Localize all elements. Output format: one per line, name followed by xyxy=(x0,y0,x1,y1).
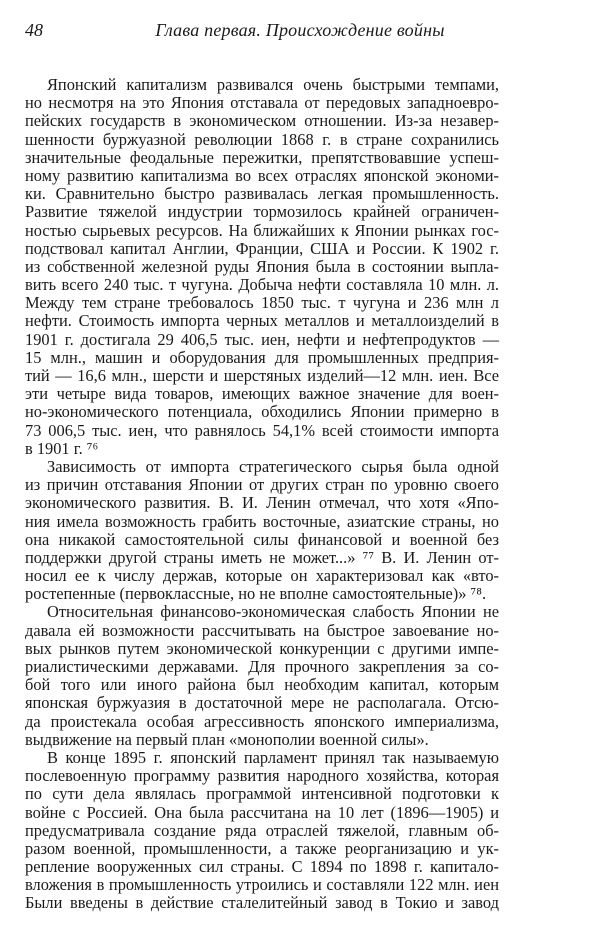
text-line: риалистическими державами. Для прочного закрепления за со- xyxy=(25,657,499,676)
paragraph xyxy=(25,603,499,749)
text-line: вить всего 240 тыс. т чугуна. Добыча нефти составляла 10 млн. л. xyxy=(25,275,499,295)
text-line: пейских государств в экономическом отношении. Из-за незавер- xyxy=(25,111,499,131)
text-line: Развитие тяжелой индустрии тормозилось крайней ограничен- xyxy=(25,202,499,222)
text-line: В конце 1895 г. японский парламент принял так называемую xyxy=(47,747,499,767)
text-line: 1901 г. достигала 29 406,5 тыс. иен, нефти и нефтепродуктов — xyxy=(25,329,499,349)
text-line: вложения в промышленность утроились и составляли 122 млн. иен xyxy=(25,875,499,895)
text-line: репление вооруженных сил страны. С 1894 по 1898 г. капитало- xyxy=(25,857,499,877)
text-line: эти четыре вида товаров, имеющих важное значение для воен- xyxy=(25,384,499,404)
text-line: разом военной, промышленности, а также реорганизацию и ук- xyxy=(25,838,499,858)
paragraph xyxy=(25,458,499,604)
paragraph xyxy=(25,76,499,458)
text-line: вых рынков путем экономической конкуренции с другими импе- xyxy=(25,638,499,658)
text-line: Зависимость от импорта стратегического сырья была одной xyxy=(47,456,499,476)
text-line: ному развитию капитализма во всех отраслях японской экономи- xyxy=(25,165,499,185)
text-line: выдвижение на первый план «монополии военной силы». xyxy=(25,729,429,749)
text-line: поддержки другой страны иметь не может...» ⁷⁷ В. И. Ленин от- xyxy=(25,547,499,567)
text-line: Были введены в действие сталелитейный завод в Токио и завод xyxy=(25,893,499,913)
text-line: тий — 16,6 млн., шерсти и шерстяных изделий—12 млн. иен. Все xyxy=(25,366,499,385)
text-line: 73 006,5 тыс. иен, что равнялось 54,1% всей стоимости импорта xyxy=(25,420,499,440)
text-line: из причин отставания Японии от других стран по уровню своего xyxy=(25,475,499,495)
text-line: но несмотря на это Япония отставала от передовых западноевро- xyxy=(25,93,499,113)
text-line: 15 млн., машин и оборудования для промышленных предприя- xyxy=(25,347,499,367)
text-line: послевоенную программу развития народного хозяйства, которая xyxy=(25,766,499,786)
text-line: да проистекала особая агрессивность японского империализма, xyxy=(25,711,499,731)
text-line: ностью сырьевых ресурсов. На ближайших к Японии рынках гос- xyxy=(25,220,499,240)
text-line: Между тем стране требовалось 1850 тыс. т чугуна и 236 млн л xyxy=(25,293,499,313)
text-line: она никакой самостоятельной силы финансовой и военной без xyxy=(25,529,499,549)
running-title: Глава первая. Происхождение войны xyxy=(155,20,445,40)
text-line: экономического развития. В. И. Ленин отмечал, что хотя «Япо- xyxy=(25,493,499,513)
text-line: Относительная финансово-экономическая слабость Японии не xyxy=(47,602,499,622)
text-line: японская буржуазия в достаточной мере не располагала. Отсю- xyxy=(25,693,499,713)
text-line: предусматривала создание ряда отраслей тяжелой, главным об- xyxy=(25,820,499,840)
text-line: носил ее к числу держав, которые он характеризовал как «вто- xyxy=(25,566,499,586)
text-line: по сути дела являлась программой интенсивной подготовки к xyxy=(25,784,499,804)
text-line: из собственной железной руды Япония была в состоянии выпла- xyxy=(25,256,499,276)
text-line: подствовал капитал Англии, Франции, США и России. К 1902 г. xyxy=(25,238,499,258)
page-number: 48 xyxy=(25,20,43,40)
text-line: ки. Сравнительно быстро развивалась легкая промышленность. xyxy=(25,184,499,204)
text-line: шенности буржуазной революции 1868 г. в стране сохранились xyxy=(25,129,499,149)
text-line: но-экономического потенциала, обходились Японии примерно в xyxy=(25,402,499,422)
text-line: значительные феодальные пережитки, препятствовавшие успеш- xyxy=(25,147,499,167)
text-line: нефти. Стоимость импорта черных металлов и металлоизделий в xyxy=(25,311,499,331)
text-line: давала ей возможности рассчитывать на быстрое завоевание но- xyxy=(25,620,499,640)
page-body-text xyxy=(25,76,499,913)
text-line: бой того или иного района был необходим капитал, которым xyxy=(25,675,499,695)
paragraph xyxy=(25,749,499,913)
text-line: ния имела возможность грабить восточные, азиатские страны, но xyxy=(25,511,499,531)
text-line: Японский капитализм развивался очень быстрыми темпами, xyxy=(47,75,499,94)
text-line: ростепенные (первоклассные, но не вполне самостоятельные)» ⁷⁸. xyxy=(25,584,487,604)
text-line: в 1901 г. ⁷⁶ xyxy=(25,438,99,458)
text-line: войне с Россией. Она была рассчитана на 10 лет (1896—1905) и xyxy=(25,802,499,822)
